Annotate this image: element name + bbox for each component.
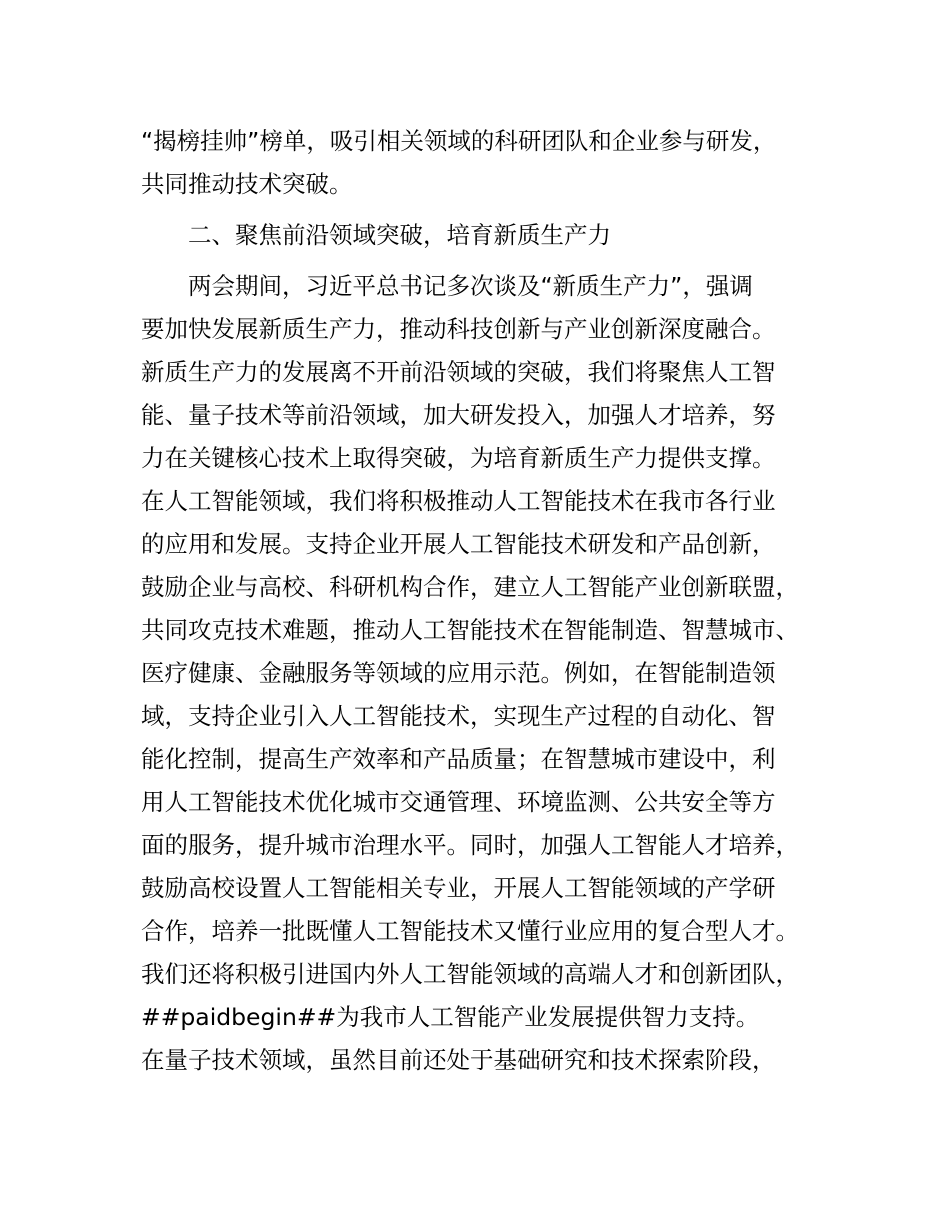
paragraph-line: 新质生产力的发展离不开前沿领域的突破，我们将聚焦人工智 <box>141 358 776 386</box>
paragraph-line: 医疗健康、金融服务等领域的应用示范。例如，在智能制造领 <box>141 659 776 687</box>
paragraph-line: 的应用和发展。支持企业开展人工智能技术研发和产品创新， <box>141 530 776 558</box>
paragraph-line: 在量子技术领域，虽然目前还处于基础研究和技术探索阶段， <box>141 1046 776 1074</box>
paragraph-line: 共同推动技术突破。 <box>141 170 353 198</box>
paragraph-line: 力在关键核心技术上取得突破，为培育新质生产力提供支撑。 <box>141 444 776 472</box>
paragraph-line: “揭榜挂帅”榜单，吸引相关领域的科研团队和企业参与研发， <box>141 127 777 155</box>
paragraph-line: 合作，培养一批既懂人工智能技术又懂行业应用的复合型人才。 <box>141 917 799 945</box>
paragraph-line: 用人工智能技术优化城市交通管理、环境监测、公共安全等方 <box>141 788 776 816</box>
paragraph-line: 面的服务，提升城市治理水平。同时，加强人工智能人才培养， <box>141 831 799 859</box>
paragraph-line: 鼓励高校设置人工智能相关专业，开展人工智能领域的产学研 <box>141 874 776 902</box>
paragraph-line: 两会期间，习近平总书记多次谈及“新质生产力”，强调 <box>188 272 753 300</box>
paragraph-line: 在人工智能领域，我们将积极推动人工智能技术在我市各行业 <box>141 487 776 515</box>
paragraph-line: 鼓励企业与高校、科研机构合作，建立人工智能产业创新联盟， <box>141 573 799 601</box>
paragraph-line: 共同攻克技术难题，推动人工智能技术在智能制造、智慧城市、 <box>141 616 799 644</box>
paragraph-line: 能化控制，提高生产效率和产品质量；在智慧城市建设中，利 <box>141 745 776 773</box>
paragraph-line: ##paidbegin##为我市人工智能产业发展提供智力支持。 <box>141 1003 760 1031</box>
paragraph-line: 域，支持企业引入人工智能技术，实现生产过程的自动化、智 <box>141 702 776 730</box>
paragraph-line: 我们还将积极引进国内外人工智能领域的高端人才和创新团队， <box>141 960 799 988</box>
paragraph-line: 要加快发展新质生产力，推动科技创新与产业创新深度融合。 <box>141 315 776 343</box>
paragraph-line: 能、量子技术等前沿领域，加大研发投入，加强人才培养，努 <box>141 401 776 429</box>
section-heading: 二、聚焦前沿领域突破，培育新质生产力 <box>188 221 611 249</box>
